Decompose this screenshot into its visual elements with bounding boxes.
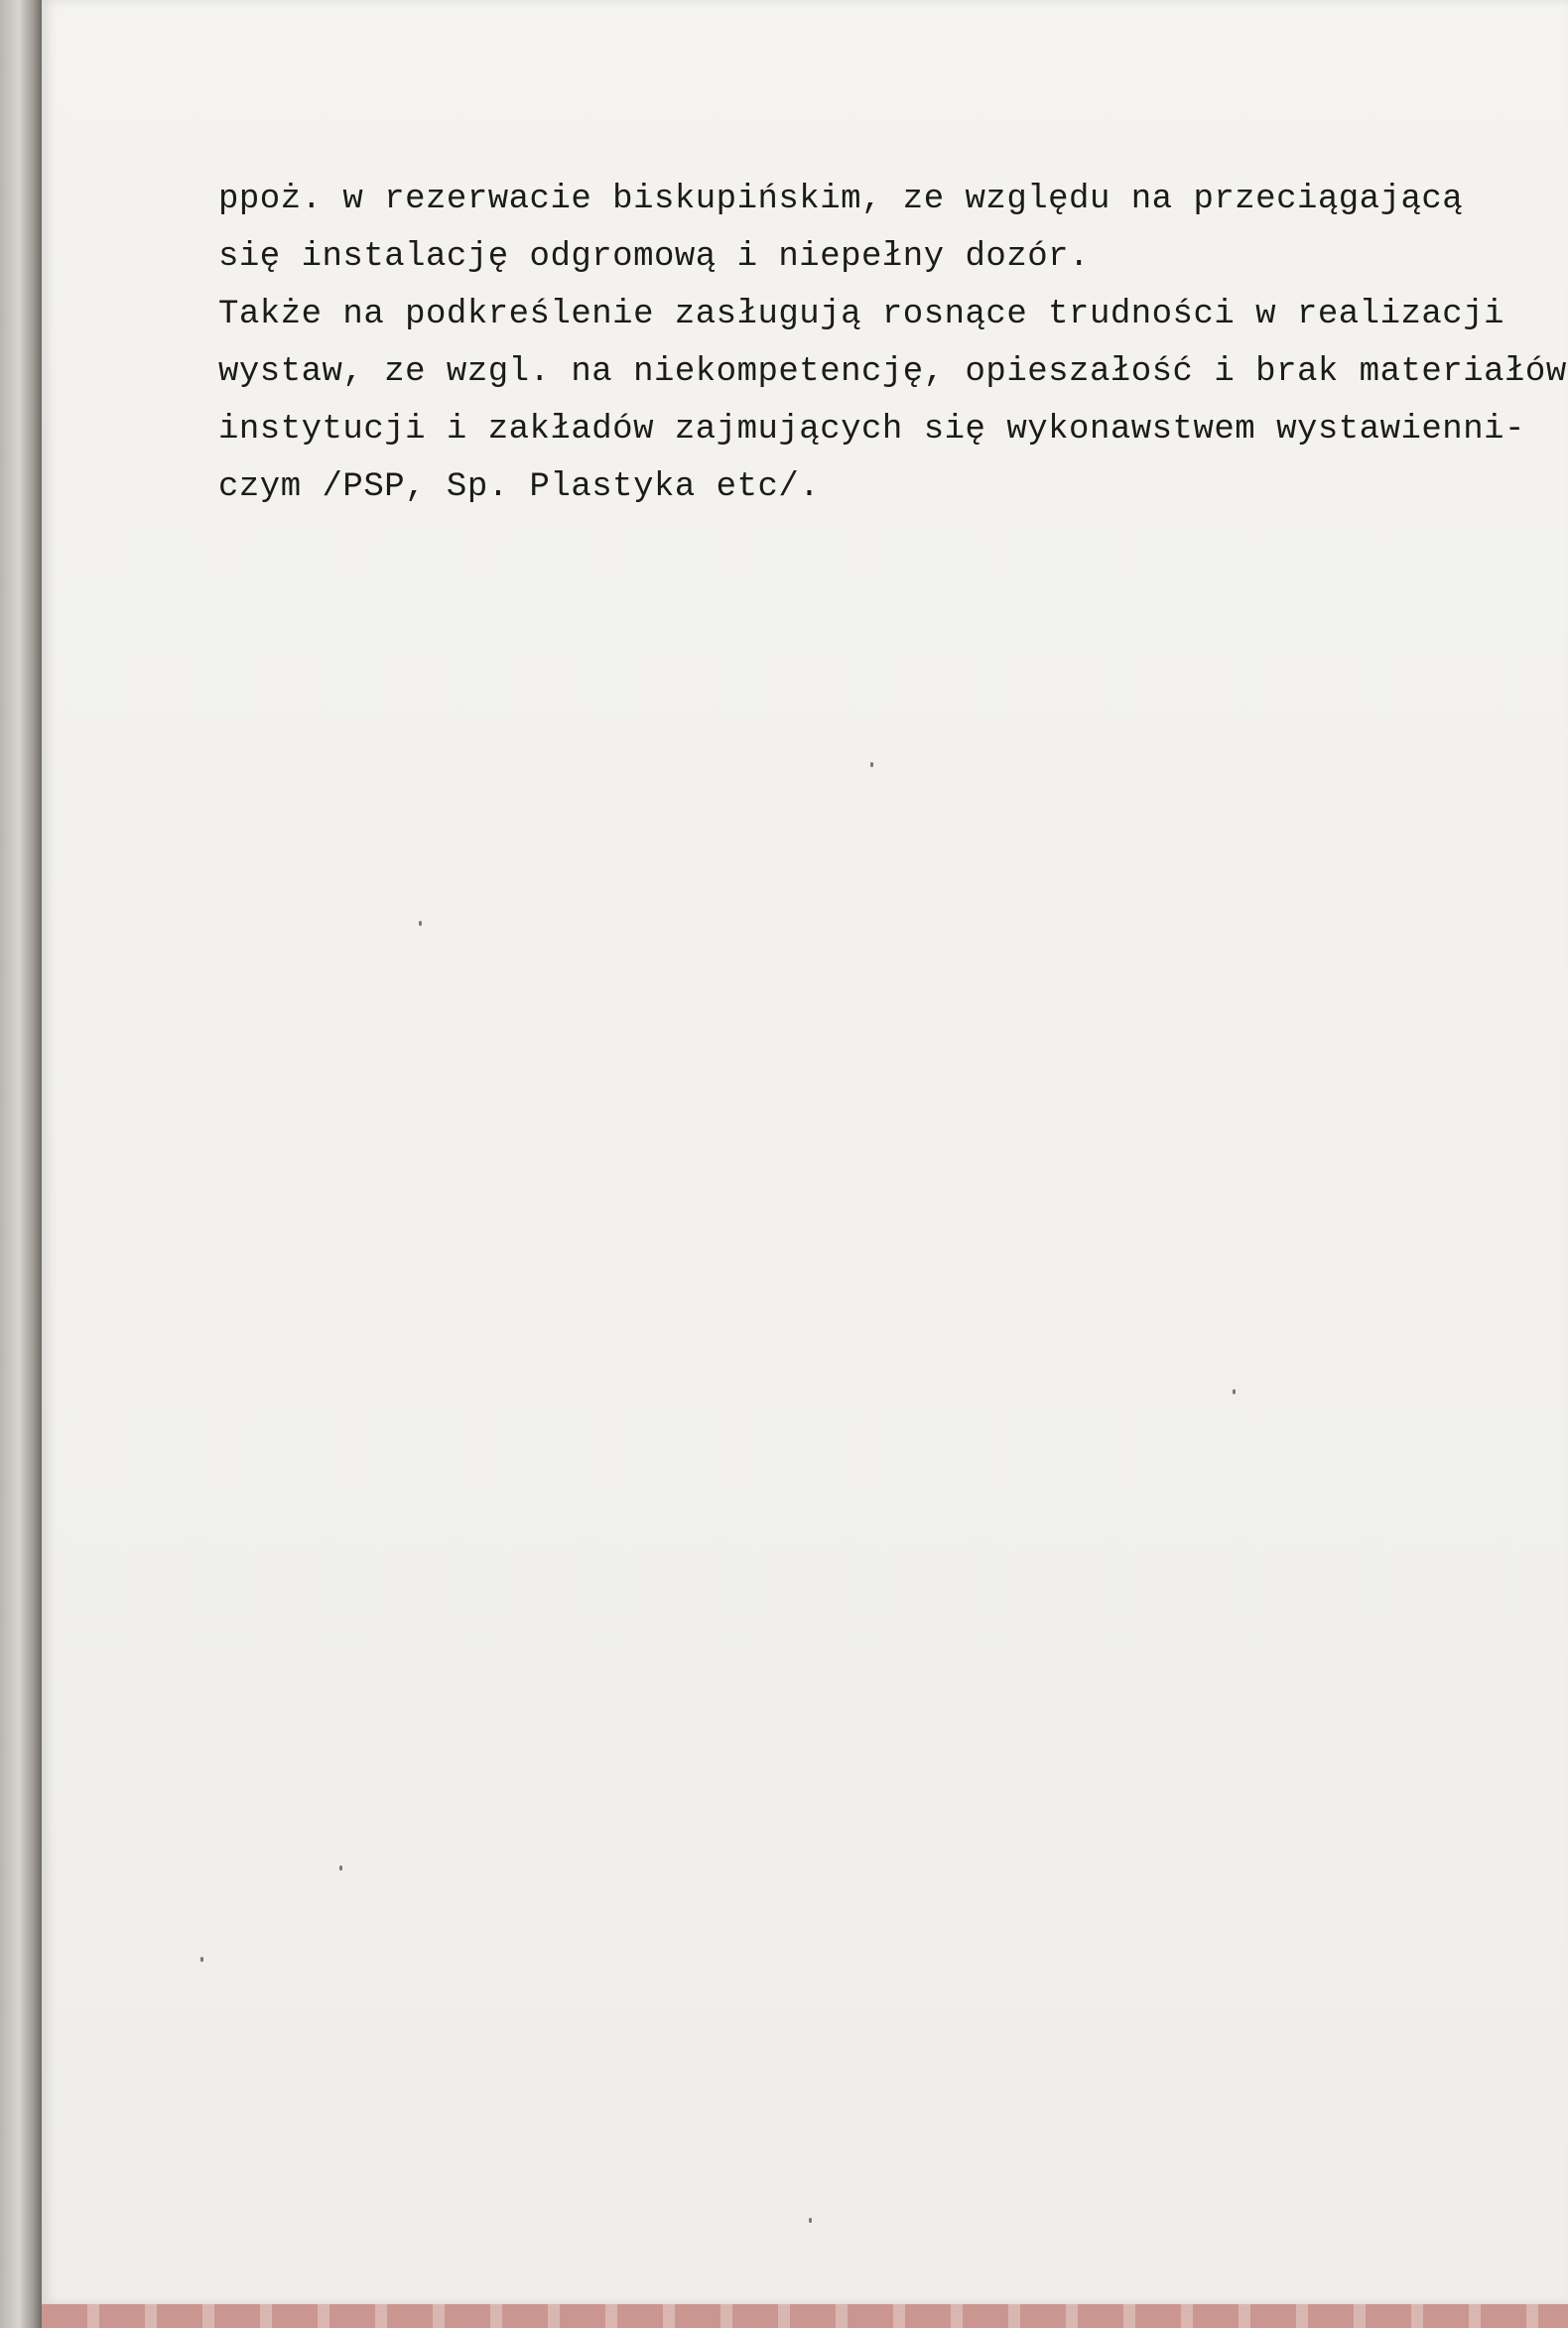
text-line: ppoż. w rezerwacie biskupińskim, ze względu na przeciągającą [218,181,1464,218]
paper-speck [870,762,873,767]
text-line: czym /PSP, Sp. Plastyka etc/. [218,468,821,506]
underlying-page-edge [42,2304,1568,2328]
text-line: instytucji i zakładów zajmujących się wykonawstwem wystawienni- [218,411,1525,449]
typed-paragraph [218,171,1568,516]
paper-speck [809,2218,812,2223]
paper-speck [339,1866,342,1871]
text-line: Także na podkreślenie zasługują rosnące trudności w realizacji [218,296,1505,333]
document-page [42,0,1568,2304]
text-line: się instalację odgromową i niepełny dozór. [218,238,1090,276]
paper-speck [419,921,422,926]
text-line: wystaw, ze wzgl. na niekompetencję, opieszałość i brak materiałów [218,353,1567,391]
paper-speck [1233,1389,1236,1394]
paper-speck [200,1957,203,1962]
binding-edge [0,0,42,2328]
bleed-through-text [218,532,1568,2209]
